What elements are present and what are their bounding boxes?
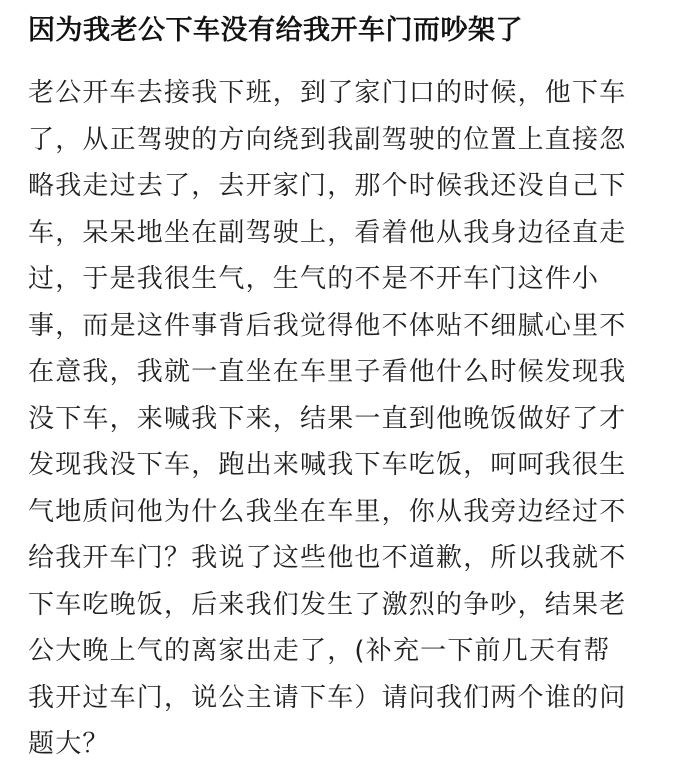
post-body-line: 过，于是我很生气，生气的不是不开车门这件小	[28, 264, 600, 294]
post-body-line: 没下车，来喊我下来，结果一直到他晚饭做好了才	[28, 403, 627, 434]
post-body	[28, 70, 668, 768]
post-body-line: 事，而是这件事背后我觉得他不体贴不细腻心里不	[28, 310, 627, 341]
post-body-line: 下车吃晚饭，后来我们发生了激烈的争吵，结果老	[28, 589, 627, 620]
post-body-line: 老公开车去接我下班，到了家门口的时候，他下车	[28, 78, 627, 108]
post-body-line: 了，从正驾驶的方向绕到我副驾驶的位置上直接忽	[28, 124, 627, 155]
post-body-line: 公大晚上气的离家出走了，(补充一下前几天有帮	[28, 636, 611, 666]
post-body-line: 题大？	[28, 729, 110, 759]
post-title: 因为我老公下车没有给我开车门而吵架了	[28, 15, 523, 46]
post-body-line: 我开过车门，说公主请下车）请问我们两个谁的问	[28, 682, 627, 713]
post-body-line: 略我走过去了，去开家门，那个时候我还没自己下	[28, 171, 627, 201]
post-body-line: 发现我没下车，跑出来喊我下车吃饭，呵呵我很生	[28, 450, 627, 480]
post-content	[28, 0, 668, 768]
post-body-line: 给我开车门？我说了这些他也不道歉，所以我就不	[28, 543, 627, 573]
post-body-line: 在意我，我就一直坐在车里子看他什么时候发现我	[28, 357, 627, 387]
post-body-line: 车，呆呆地坐在副驾驶上，看着他从我身边径直走	[28, 217, 627, 248]
post-body-line: 气地质问他为什么我坐在车里，你从我旁边经过不	[28, 496, 627, 527]
